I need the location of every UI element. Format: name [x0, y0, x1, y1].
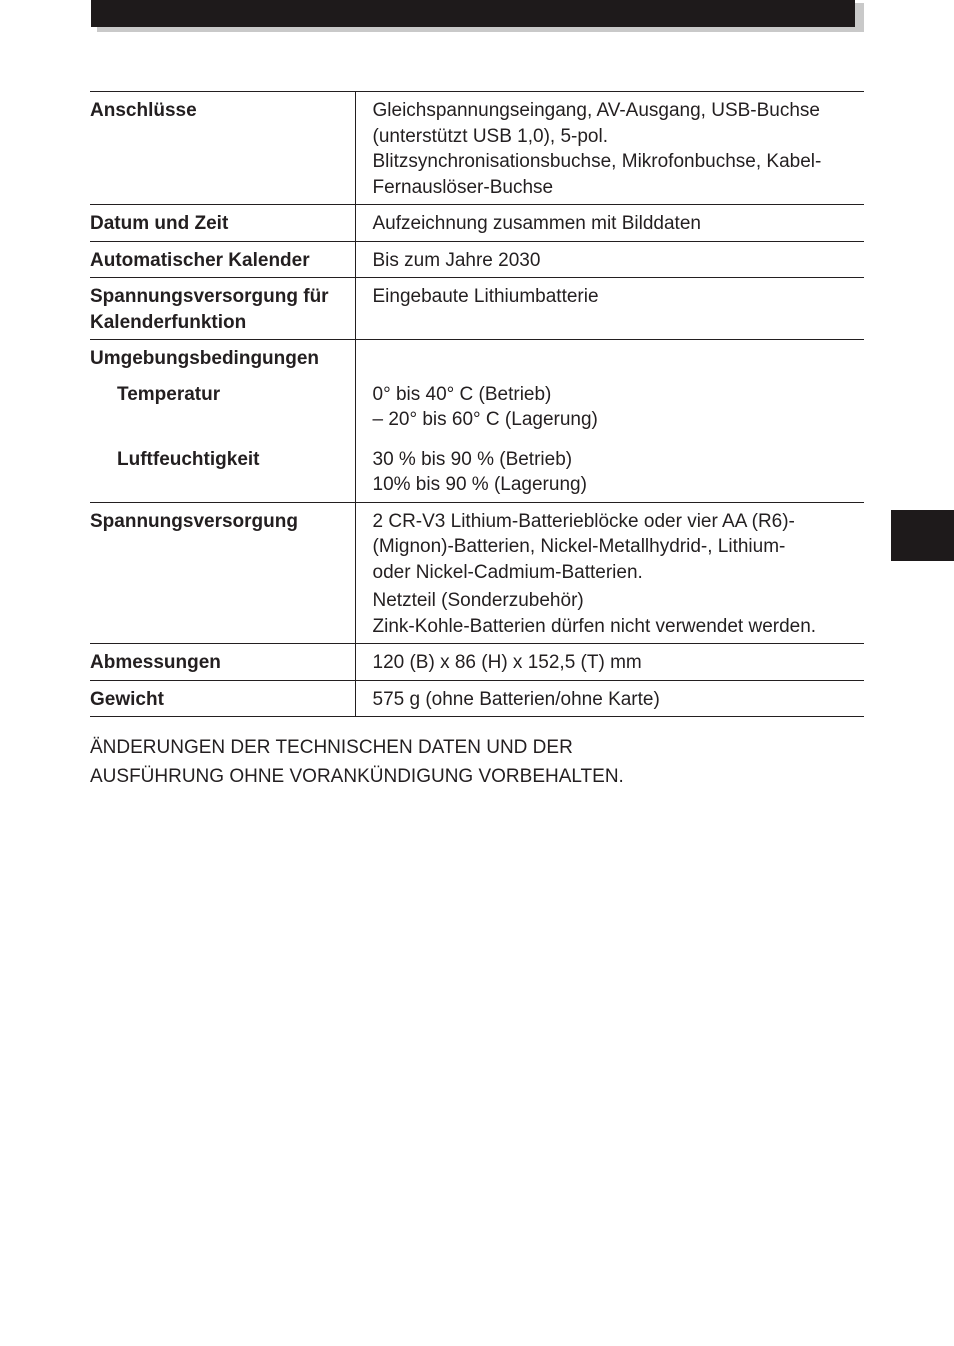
- value-line: Netzteil (Sonderzubehör): [372, 590, 584, 611]
- specifications-table: [90, 91, 864, 717]
- spec-value: [355, 502, 864, 644]
- spec-value: [355, 241, 864, 278]
- spec-label: Spannungsversorgung: [90, 502, 355, 644]
- spec-row-automatischer-kalender: [90, 241, 864, 278]
- value-line: 10% bis 90 % (Lagerung): [372, 474, 587, 495]
- notice-line: ÄNDERUNGEN DER TECHNISCHEN DATEN UND DER: [90, 737, 573, 758]
- value-line: Zink-Kohle-Batterien dürfen nicht verwendet werden.: [372, 615, 817, 637]
- spec-label: Datum und Zeit: [90, 205, 355, 242]
- value-line: Aufzeichnung zusammen mit Bilddaten: [372, 213, 701, 234]
- label-line: Kalenderfunktion: [90, 311, 247, 333]
- value-line: Bis zum Jahre 2030: [372, 249, 541, 271]
- specification-change-notice: [90, 733, 790, 791]
- spec-label: Umgebungsbedingungen: [90, 340, 355, 376]
- spec-value: [355, 680, 864, 717]
- value-line: oder Nickel-Cadmium-Batterien.: [372, 561, 643, 583]
- notice-line: AUSFÜHRUNG OHNE VORANKÜNDIGUNG VORBEHALTEN.: [90, 766, 624, 787]
- spec-row-datum-und-zeit: [90, 205, 864, 242]
- value-line: 0° bis 40° C (Betrieb): [372, 383, 552, 405]
- value-line: Eingebaute Lithiumbatterie: [372, 286, 599, 307]
- spec-label: Automatischer Kalender: [90, 241, 355, 278]
- spec-label: Gewicht: [90, 680, 355, 717]
- spec-value: [355, 92, 864, 205]
- spec-sublabel: Temperatur: [117, 383, 221, 405]
- spec-row-umgebungsbedingungen: [90, 340, 864, 376]
- spec-value: [355, 376, 864, 441]
- value-line: 575 g (ohne Batterien/ohne Karte): [372, 688, 660, 710]
- spec-label: Abmessungen: [90, 644, 355, 681]
- spec-row-kalender-spannungsversorgung: [90, 278, 864, 340]
- spec-value: [355, 340, 864, 376]
- spec-row-gewicht: [90, 680, 864, 717]
- spec-value: [355, 278, 864, 340]
- value-line: 30 % bis 90 % (Betrieb): [372, 448, 573, 470]
- spec-label: Anschlüsse: [90, 92, 355, 205]
- spec-sublabel: Luftfeuchtigkeit: [117, 448, 260, 470]
- spec-value: [355, 441, 864, 503]
- spec-value: [355, 644, 864, 681]
- value-line: – 20° bis 60° C (Lagerung): [372, 409, 598, 430]
- value-line: 2 CR-V3 Lithium-Batterieblöcke oder vier AA (R6)-: [372, 510, 795, 532]
- header-bar: [91, 0, 855, 27]
- spec-label: [90, 278, 355, 340]
- spec-row-abmessungen: [90, 644, 864, 681]
- value-line: (unterstützt USB 1,0), 5-pol.: [372, 125, 608, 147]
- label-line: Spannungsversorgung für: [90, 286, 329, 307]
- chapter-tab-marker: [891, 510, 954, 561]
- spec-value: [355, 205, 864, 242]
- value-line: Blitzsynchronisationsbuchse, Mikrofonbuchse, Kabel-: [372, 151, 822, 172]
- value-line: Fernauslöser-Buchse: [372, 176, 554, 198]
- value-line: Gleichspannungseingang, AV-Ausgang, USB-Buchse: [372, 100, 821, 121]
- spec-subrow-luftfeuchtigkeit: [90, 441, 864, 503]
- spec-row-spannungsversorgung: [90, 502, 864, 644]
- spec-row-anschluesse: [90, 92, 864, 205]
- value-line: (Mignon)-Batterien, Nickel-Metallhydrid-, Lithium-: [372, 536, 786, 557]
- value-line: 120 (B) x 86 (H) x 152,5 (T) mm: [372, 652, 642, 673]
- spec-subrow-temperatur: [90, 376, 864, 441]
